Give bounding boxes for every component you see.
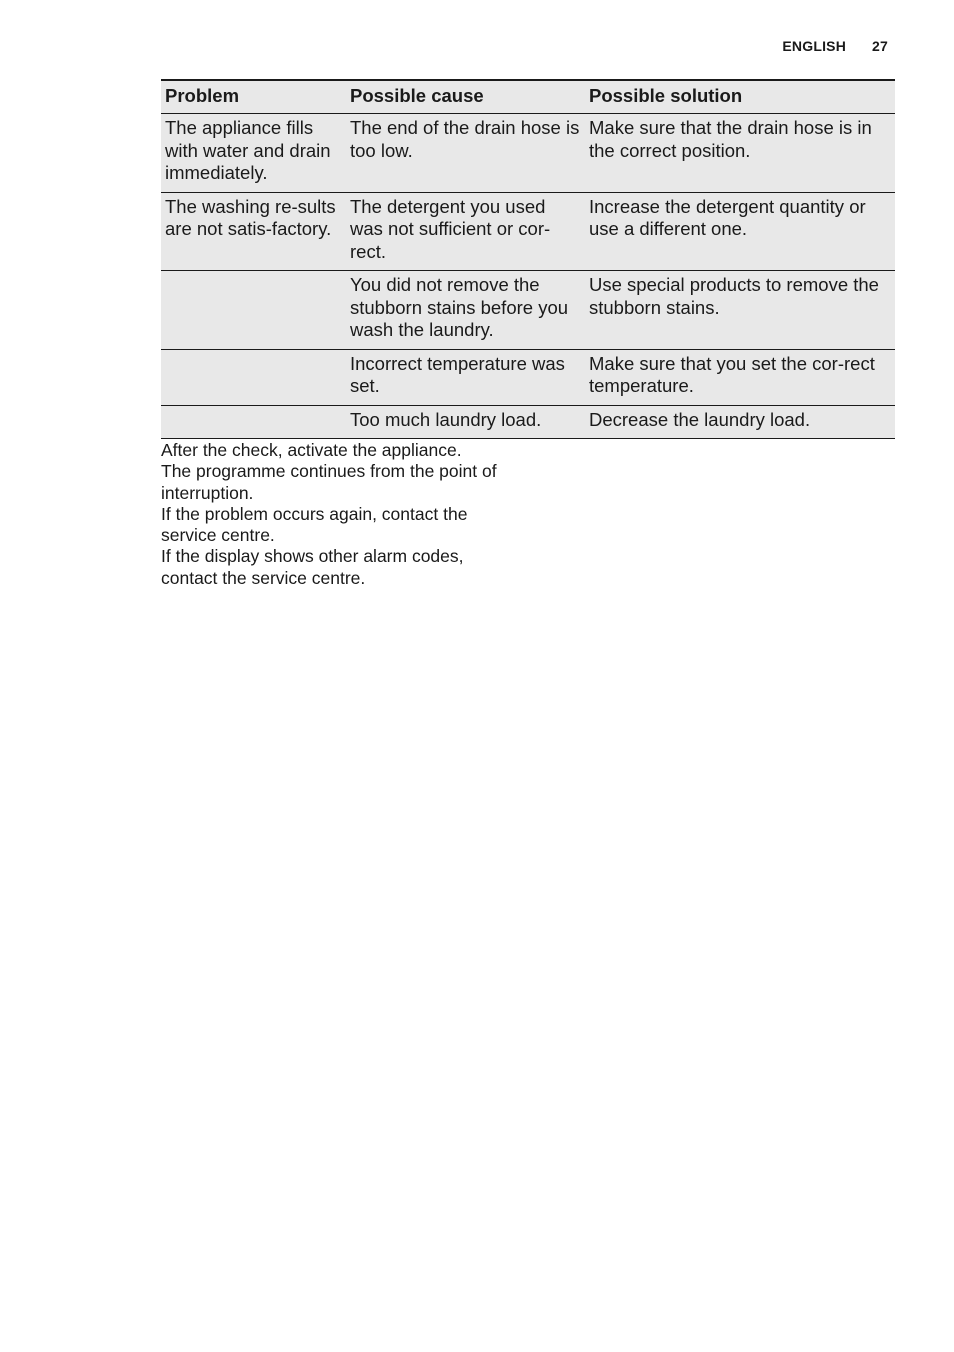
after-check-notes bbox=[161, 440, 521, 589]
table-row bbox=[161, 349, 895, 405]
problem-cell: The appliance fills with water and drain immediately. bbox=[161, 114, 346, 193]
header-language: ENGLISH bbox=[782, 38, 847, 54]
troubleshooting-table bbox=[161, 79, 895, 439]
cause-cell: The end of the drain hose is too low. bbox=[346, 114, 585, 193]
solution-cell: Decrease the laundry load. bbox=[585, 405, 895, 439]
solution-cell: Increase the detergent quantity or use a different one. bbox=[585, 192, 895, 271]
solution-cell: Make sure that you set the cor-rect temperature. bbox=[585, 349, 895, 405]
cause-cell: The detergent you used was not sufficient or cor-rect. bbox=[346, 192, 585, 271]
note-paragraph: The programme continues from the point of interruption. bbox=[161, 461, 497, 503]
problem-cell bbox=[161, 405, 346, 439]
note-paragraph: If the display shows other alarm codes, contact the service centre. bbox=[161, 546, 464, 588]
column-header-solution: Possible solution bbox=[585, 80, 895, 114]
page-number: 27 bbox=[872, 38, 888, 54]
column-header-problem: Problem bbox=[161, 80, 346, 114]
problem-cell bbox=[161, 271, 346, 350]
table-row bbox=[161, 271, 895, 350]
table-row bbox=[161, 114, 895, 193]
problem-cell: The washing re-sults are not satis-factory. bbox=[161, 192, 346, 271]
note-paragraph: If the problem occurs again, contact the service centre. bbox=[161, 503, 468, 546]
cause-cell: Incorrect temperature was set. bbox=[346, 349, 585, 405]
cause-cell: Too much laundry load. bbox=[346, 405, 585, 439]
note-paragraph: After the check, activate the appliance. bbox=[161, 440, 462, 460]
column-header-cause: Possible cause bbox=[346, 80, 585, 114]
cause-cell: You did not remove the stubborn stains before you wash the laundry. bbox=[346, 271, 585, 350]
problem-cell bbox=[161, 349, 346, 405]
solution-cell: Make sure that the drain hose is in the correct position. bbox=[585, 114, 895, 193]
table-row bbox=[161, 405, 895, 439]
page-header bbox=[782, 38, 888, 54]
table-header-row bbox=[161, 80, 895, 114]
table-row bbox=[161, 192, 895, 271]
solution-cell: Use special products to remove the stubborn stains. bbox=[585, 271, 895, 350]
